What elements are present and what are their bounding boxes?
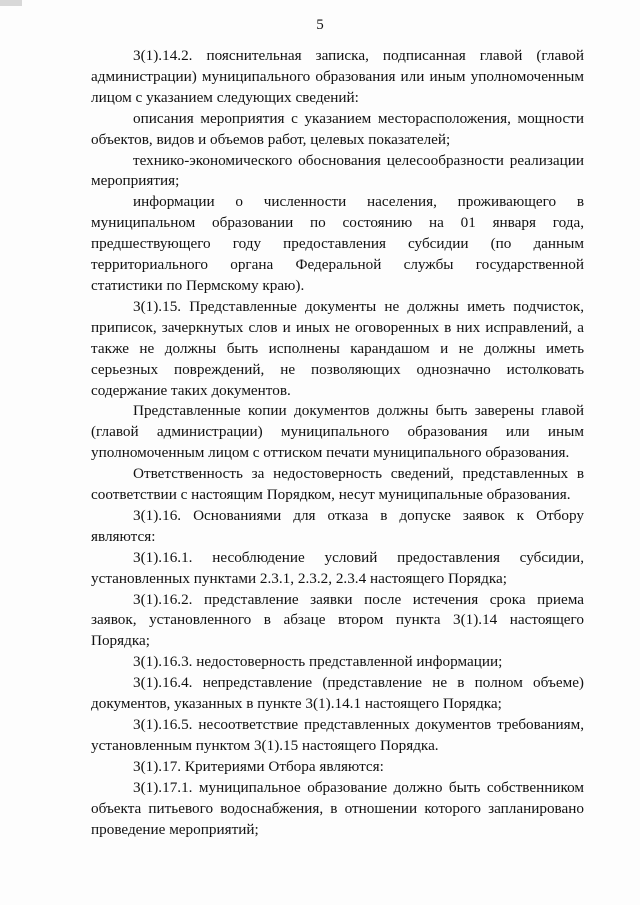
scan-corner-mark — [0, 0, 22, 6]
paragraph-3-1-17: 3(1).17. Критериями Отбора являются: — [133, 757, 384, 775]
paragraph-3-1-14-2: 3(1).14.2. пояснительная записка, подписанная главой (главой администрации) муниципального образования или иным уполномоченным лицом с указанием следующих сведений: — [91, 47, 584, 106]
paragraph-certified-copies: Представленные копии документов должны быть заверены главой (главой администрации) муниципального образования или иным уполномоченным лицом с оттиском печати муниципального образования. — [91, 402, 584, 462]
paragraph-3-1-16-3: 3(1).16.3. недостоверность представленной информации; — [133, 653, 503, 671]
paragraph-3-1-16: 3(1).16. Основаниями для отказа в допуске заявок к Отбору являются: — [91, 506, 584, 545]
paragraph-3-1-16-2: 3(1).16.2. представление заявки после истечения срока приема заявок, установленного в абзаце втором пункта 3(1).14 настоящего Порядка; — [91, 590, 584, 650]
page-number: 5 — [316, 17, 324, 33]
paragraph-3-1-16-4: 3(1).16.4. непредставление (представление не в полном объеме) документов, указанных в пункте 3(1).14.1 настоящего Порядка; — [91, 674, 584, 713]
paragraph-3-1-17-1: 3(1).17.1. муниципальное образование должно быть собственником объекта питьевого водоснабжения, в отношении которого запланировано проведение мероприятий; — [91, 778, 584, 838]
paragraph-3-1-16-1: 3(1).16.1. несоблюдение условий предоставления субсидии, установленных пунктами 2.3.1, 2.3.2, 2.3.4 настоящего Порядка; — [91, 548, 584, 587]
paragraph-responsibility: Ответственность за недостоверность сведений, представленных в соответствии с настоящим Порядком, несут муниципальные образования. — [91, 465, 584, 504]
document-body — [91, 46, 584, 840]
paragraph-event-description: описания мероприятия с указанием месторасположения, мощности объектов, видов и объемов работ, целевых показателей; — [91, 109, 584, 148]
paragraph-3-1-15: 3(1).15. Представленные документы не должны иметь подчисток, приписок, зачеркнутых слов и иных не оговоренных в них исправлений, а также не должны быть исполнены карандашом и не должны иметь серьезных повреждений, не позволяющих однозначно истолковать содержание таких документов. — [91, 297, 584, 399]
paragraph-feasibility: технико-экономического обоснования целесообразности реализации мероприятия; — [91, 151, 584, 190]
paragraph-population-info: информации о численности населения, проживающего в муниципальном образовании по состоянию на 01 января года, предшествующего году предоставления субсидии (по данным территориального органа Федеральной службы государственной статистики по Пермскому краю). — [91, 193, 584, 294]
paragraph-3-1-16-5: 3(1).16.5. несоответствие представленных документов требованиям, установленным пунктом 3(1).15 настоящего Порядка. — [91, 716, 584, 754]
